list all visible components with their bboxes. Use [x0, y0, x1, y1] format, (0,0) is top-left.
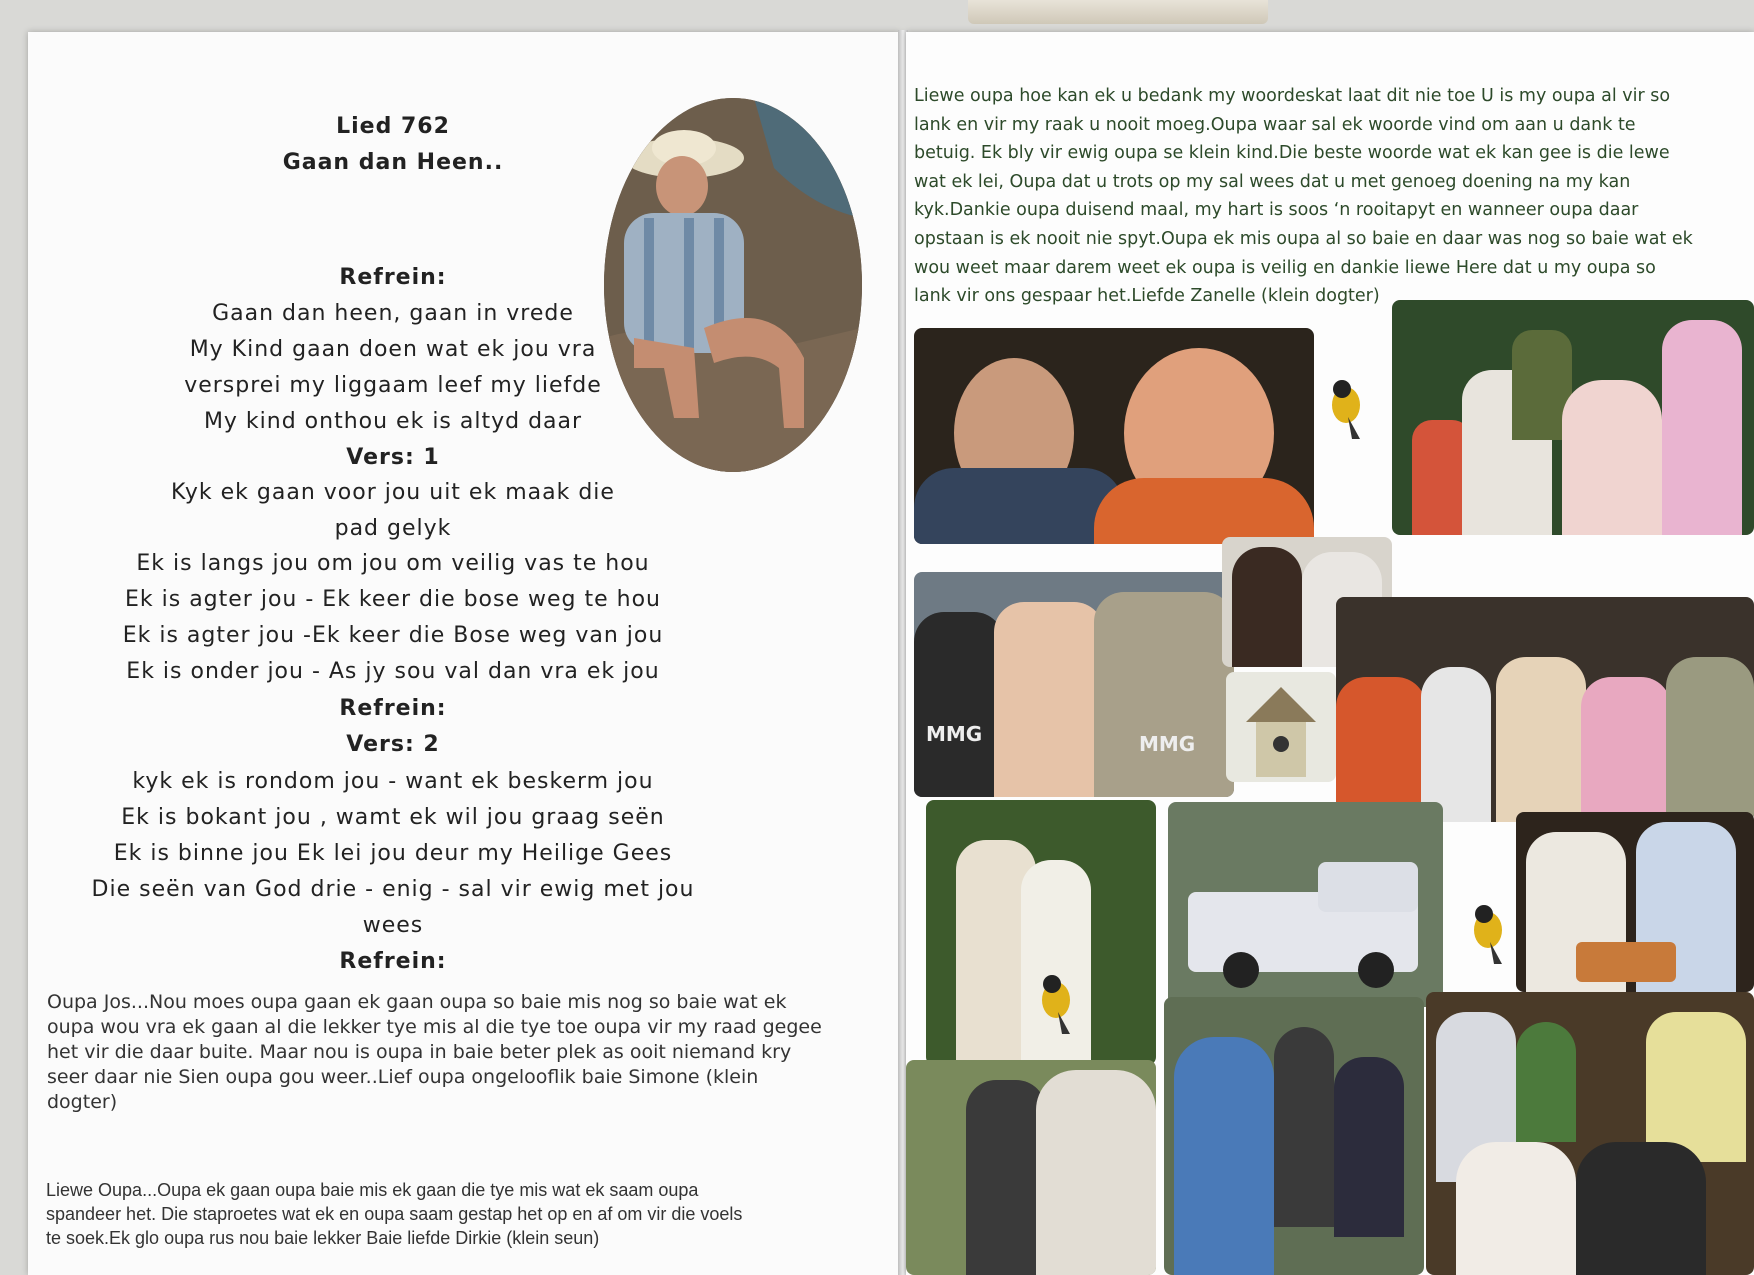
- grandfather-portrait-photo: [604, 98, 862, 472]
- lyric-line: Ek is agter jou -Ek keer die Bose weg van jou: [122, 623, 664, 648]
- lyrics-section-heading: Refrein:: [339, 949, 447, 974]
- collage-photo-boy-with-grandfather: [906, 1060, 1156, 1275]
- collage-photo-large-family-group: [1336, 597, 1754, 822]
- collage-photo-christmas-gathering: [1426, 992, 1754, 1275]
- lyric-line: Ek is agter jou - Ek keer die bose weg te hou: [125, 587, 661, 612]
- lyric-line: Die seën van God drie - enig - sal vir ewig met jou: [91, 877, 695, 902]
- song-number: Lied 762: [336, 114, 450, 139]
- tribute-line: Oupa Jos...Nou moes oupa gaan ek gaan oupa so baie mis nog so baie wat ek: [47, 991, 787, 1013]
- tribute-line: Liewe Oupa...Oupa ek gaan oupa baie mis ek gaan die tye mis wat ek saam oupa: [46, 1180, 699, 1200]
- right-page: [906, 32, 1754, 1275]
- tribute-line: seer daar nie Sien oupa gou weer..Lief oupa ongelooflik baie Simone (klein: [47, 1066, 759, 1088]
- lyrics-section-heading: Refrein:: [339, 265, 447, 290]
- lyric-line: Ek is bokant jou , wamt ek wil jou graag seën: [121, 805, 665, 830]
- lyric-line: Ek is langs jou om jou om veilig vas te hou: [136, 551, 650, 576]
- lyric-line: Kyk ek gaan voor jou uit ek maak die: [171, 480, 615, 505]
- lyric-line: Ek is onder jou - As jy sou val dan vra ek jou: [126, 659, 660, 684]
- tribute-line: dogter): [47, 1091, 118, 1113]
- tribute-line: lank vir ons gespaar het.Liefde Zanelle (klein dogter): [914, 286, 1380, 307]
- collage-photo-family-garden: [1392, 300, 1754, 535]
- tribute-line: Liewe oupa hoe kan ek u bedank my woordeskat laat dit nie toe U is my oupa al vir so: [914, 86, 1671, 106]
- tribute-line: het vir die daar buite. Maar nou is oupa in baie beter plek as ooit niemand kry: [47, 1041, 792, 1063]
- lyric-line: pad gelyk: [334, 516, 452, 541]
- left-page: [28, 32, 900, 1275]
- lyric-line: Ek is binne jou Ek lei jou deur my Heilige Gees: [113, 841, 673, 866]
- lyric-line: wees: [362, 913, 424, 938]
- collage-photo-bakkie-outdoors: [1168, 802, 1443, 1007]
- lyric-line: My kind onthou ek is altyd daar: [203, 409, 583, 434]
- shirt-text: MMG: [1139, 732, 1196, 756]
- bird-decoration: [1036, 972, 1076, 1036]
- lyrics-section-heading: Vers: 1: [346, 445, 440, 470]
- collage-photo-men-in-caps: [914, 572, 1234, 797]
- tribute-line: spandeer het. Die staproetes wat ek en oupa saam gestap het op en af om vir die voels: [46, 1204, 743, 1224]
- tribute-line: kyk.Dankie oupa duisend maal, my hart is soos ‘n rooitapyt en wanneer oupa daar: [914, 200, 1639, 221]
- lyric-line: versprei my liggaam leef my liefde: [184, 373, 602, 398]
- collage-photo-grandfather-and-grandson: [914, 328, 1314, 544]
- tribute-line: betuig. Ek bly vir ewig oupa se klein kind.Die beste woorde wat ek kan gee is die lewe: [914, 143, 1670, 164]
- tribute-dirkie: [46, 1178, 866, 1250]
- shirt-text: MMG: [926, 722, 983, 746]
- tribute-line: te soek.Ek glo oupa rus nou baie lekker Baie liefde Dirkie (klein seun): [46, 1228, 600, 1248]
- collage-photo-birdhouse: [1226, 672, 1336, 782]
- collage-photo-cake-celebration: [1516, 812, 1754, 992]
- lyric-line: My Kind gaan doen wat ek jou vra: [189, 337, 597, 362]
- bird-decoration: [1326, 377, 1366, 441]
- bookmark-ribbon: [968, 0, 1268, 24]
- portrait-illustration: [604, 98, 862, 472]
- song-title: Gaan dan Heen..: [282, 150, 504, 175]
- lyric-line: kyk ek is rondom jou - want ek beskerm jou: [132, 769, 654, 794]
- tribute-zanelle: [914, 82, 1744, 311]
- tribute-line: lank en vir my raak u nooit moeg.Oupa waar sal ek woorde vind om aan u dank te: [914, 114, 1636, 135]
- bird-decoration: [1468, 902, 1508, 966]
- tribute-line: wou weet maar darem weet ek oupa is veilig en dankie liewe Here dat u my oupa so: [914, 257, 1656, 278]
- tribute-line: oupa wou vra ek gaan al die lekker tye mis al die tye toe oupa vir my raad gegee: [47, 1016, 822, 1038]
- lyric-line: Gaan dan heen, gaan in vrede: [212, 301, 574, 326]
- tribute-line: opstaan is ek nooit nie spyt.Oupa ek mis oupa al so baie en daar was nog so baie wat ek: [914, 228, 1693, 249]
- lyrics-section-heading: Refrein:: [339, 696, 447, 721]
- collage-photo-outdoor-party: [1164, 997, 1424, 1275]
- lyrics-section-heading: Vers: 2: [346, 732, 440, 757]
- tribute-simone: [47, 990, 867, 1115]
- tribute-line: wat ek lei, Oupa dat u trots op my sal wees dat u met genoeg doening na my kan: [914, 171, 1631, 192]
